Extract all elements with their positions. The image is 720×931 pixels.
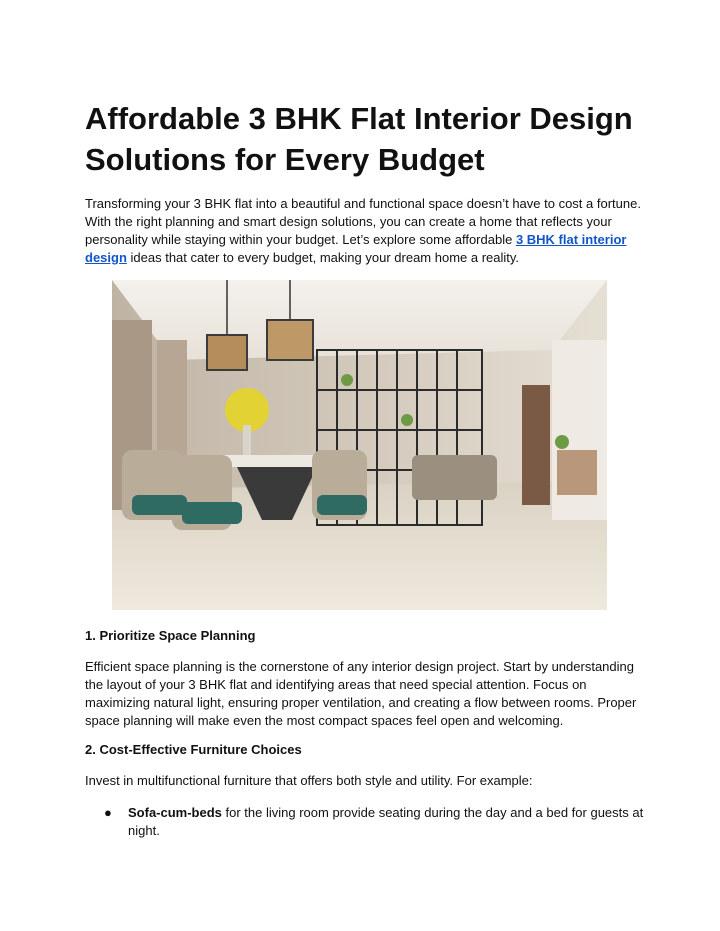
bullet-marker: ● <box>104 805 112 820</box>
dining-room-photo <box>112 280 607 610</box>
intro-text-after: ideas that cater to every budget, making your dream home a reality. <box>126 250 520 265</box>
bullet-description: for the living room provide seating during the day and a bed for guests at night. <box>128 805 644 838</box>
intro-paragraph <box>85 195 645 267</box>
section-heading-space-planning: 1. Prioritize Space Planning <box>85 628 256 643</box>
intro-text-before: Transforming your 3 BHK flat into a beautiful and functional space doesn’t have to cost a fortune. With the right planning and smart design solutions, you can create a home that reflects your personality while staying within your budget. Let’s explore some affordable <box>85 196 641 247</box>
bullet-text <box>128 804 644 840</box>
section-body-space-planning: Efficient space planning is the cornerstone of any interior design project. Start by understanding the layout of your 3 BHK flat and identifying areas that need special attention. Focus on maximizing natural light, ensuring proper ventilation, and creating a flow between rooms. Proper space planning will make even the most compact spaces feel open and welcoming. <box>85 659 637 728</box>
page-title: Affordable 3 BHK Flat Interior Design Solutions for Every Budget <box>85 101 633 177</box>
list-item <box>104 804 644 840</box>
section-body-furniture: Invest in multifunctional furniture that offers both style and utility. For example: <box>85 773 533 788</box>
interior-design-link[interactable]: 3 BHK flat interior design <box>85 232 627 265</box>
section-heading-furniture: 2. Cost-Effective Furniture Choices <box>85 742 302 757</box>
bullet-bold-term: Sofa-cum-beds <box>128 805 222 820</box>
